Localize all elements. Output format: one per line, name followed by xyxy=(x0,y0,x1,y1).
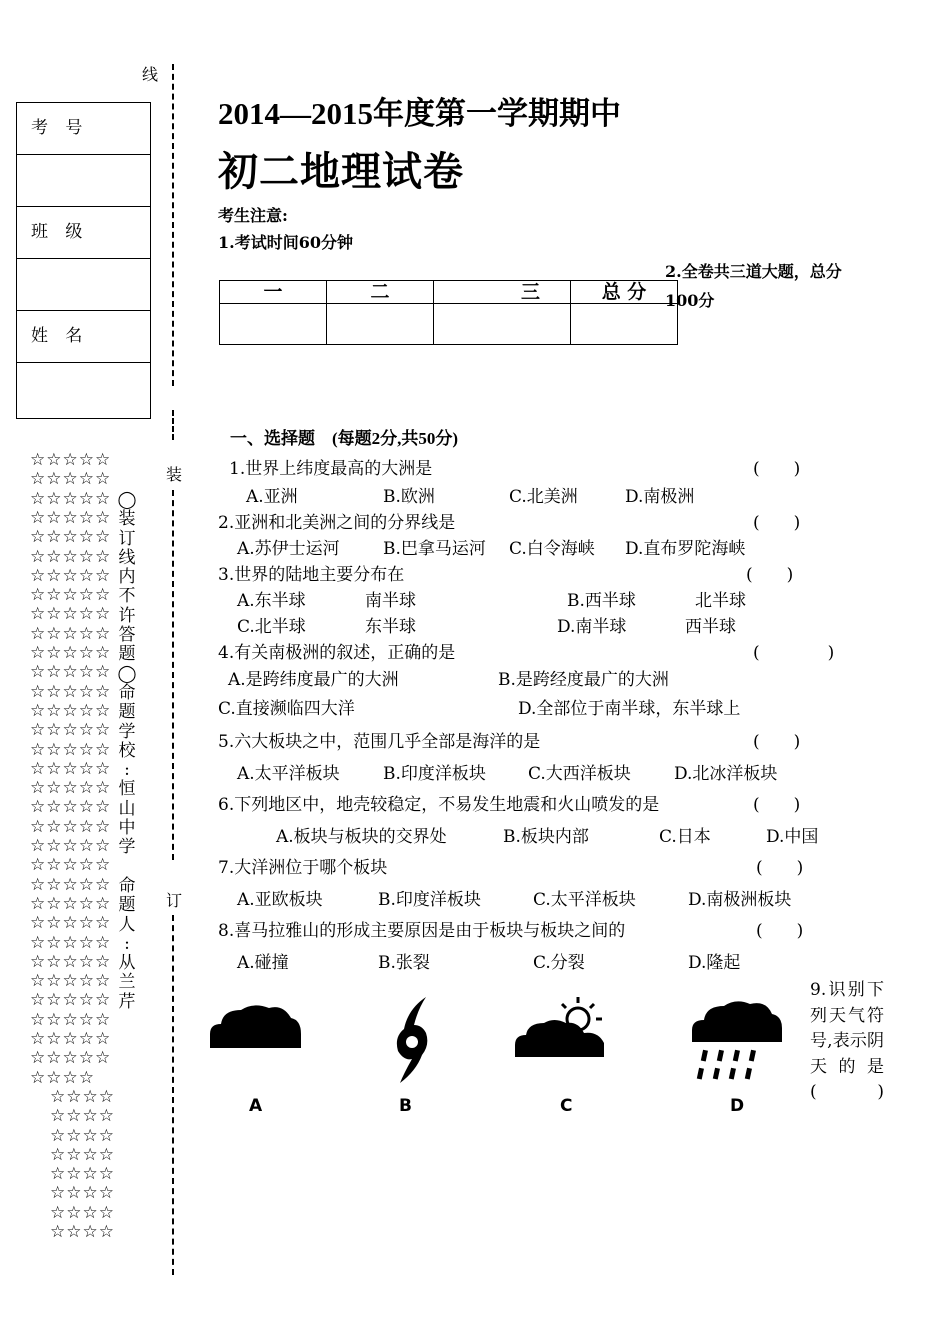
vertical-char: 装 xyxy=(118,509,136,530)
binding-label-line: 线 xyxy=(142,65,159,84)
name-field[interactable] xyxy=(17,363,150,418)
answer-paren-4[interactable]: ( ) xyxy=(753,643,835,663)
star-row: ☆☆☆☆☆ xyxy=(30,565,112,586)
notice-item-2b: 100分 xyxy=(665,291,715,310)
student-info-table xyxy=(16,102,151,419)
star-row: ☆☆☆☆☆ xyxy=(30,836,112,856)
vertical-char: 人 xyxy=(118,914,136,935)
option-8c: C.分裂 xyxy=(533,953,585,973)
option-7b: B.印度洋板块 xyxy=(378,890,481,910)
score-header-2: 二 xyxy=(327,281,434,304)
notice-heading: 考生注意: xyxy=(218,206,288,225)
star-row: ☆☆☆☆☆ xyxy=(30,1029,112,1049)
class-field[interactable] xyxy=(17,259,150,311)
option-4a: A.是跨纬度最广的大洲 xyxy=(228,670,399,690)
vertical-char: 题 xyxy=(118,644,136,665)
answer-paren-7[interactable]: ( ) xyxy=(756,858,804,878)
star-row: ☆☆☆☆ xyxy=(50,1183,115,1204)
star-row: ☆☆☆☆☆ xyxy=(30,797,112,818)
question-3: 3.世界的陆地主要分布在 xyxy=(218,565,405,585)
typhoon-icon xyxy=(392,995,432,1085)
score-table xyxy=(219,280,678,345)
star-row: ☆☆☆☆☆ xyxy=(30,643,112,663)
question-9-text: 9.识别下列天气符号,表示阴天的是 xyxy=(810,980,884,1077)
binding-label-zhuang: 装 xyxy=(166,465,183,484)
weather-label-b: B xyxy=(399,1096,412,1116)
vertical-char: 校 xyxy=(118,740,136,761)
option-4b: B.是跨经度最广的大洲 xyxy=(498,670,669,690)
answer-paren-9[interactable]: ( ) xyxy=(810,1082,884,1102)
star-row: ☆☆☆☆☆ xyxy=(30,778,112,799)
star-row: ☆☆☆☆☆ xyxy=(30,893,112,914)
star-row: ☆☆☆☆☆ xyxy=(30,681,112,702)
vertical-char: 许 xyxy=(118,605,136,626)
vertical-char: : xyxy=(124,933,130,954)
star-row: ☆☆☆☆☆ xyxy=(30,488,112,509)
star-row: ☆☆☆☆☆ xyxy=(30,604,112,625)
score-cell-total[interactable] xyxy=(571,304,678,345)
answer-paren-2[interactable]: ( ) xyxy=(753,513,801,533)
vertical-char xyxy=(117,858,137,877)
option-3a-2: 南半球 xyxy=(365,591,416,611)
class-label: 班 级 xyxy=(17,207,150,259)
weather-label-d: D xyxy=(730,1096,745,1116)
score-cell-2[interactable] xyxy=(327,304,434,345)
vertical-char: 山 xyxy=(118,798,136,819)
answer-paren-1[interactable]: ( ) xyxy=(753,459,801,479)
vertical-notice xyxy=(117,491,137,1012)
question-4: 4.有关南极洲的叙述，正确的是 xyxy=(218,643,456,663)
star-row: ☆☆☆☆☆ xyxy=(30,1009,112,1030)
star-row: ☆☆☆☆☆ xyxy=(30,469,112,490)
binding-line xyxy=(172,490,174,860)
vertical-char: 恒 xyxy=(118,779,136,800)
star-row: ☆☆☆☆ xyxy=(50,1222,115,1242)
vertical-char: 芹 xyxy=(118,991,136,1012)
option-7d: D.南极洲板块 xyxy=(688,890,792,910)
vertical-char: 不 xyxy=(118,586,136,607)
weather-label-c: C xyxy=(560,1096,573,1116)
option-2b: B.巴拿马运河 xyxy=(383,539,486,559)
option-2c: C.白令海峡 xyxy=(509,539,595,559)
option-8b: B.张裂 xyxy=(378,953,430,973)
section-1-heading: 一、选择题 (每题2分,共50分) xyxy=(230,429,459,448)
star-row: ☆☆☆☆☆ xyxy=(30,990,112,1011)
option-3a: A.东半球 xyxy=(237,591,306,611)
binding-line xyxy=(172,64,174,386)
option-6b: B.板块内部 xyxy=(503,827,589,847)
option-3d: D.南半球 xyxy=(557,617,627,637)
star-row: ☆☆☆☆ xyxy=(30,1067,95,1088)
option-3d-2: 西半球 xyxy=(685,617,736,637)
exam-number-label: 考 号 xyxy=(17,103,150,155)
score-header-total: 总 分 xyxy=(571,281,678,304)
option-5a: A.太平洋板块 xyxy=(237,764,340,784)
answer-paren-8[interactable]: ( ) xyxy=(756,921,804,941)
vertical-char: 订 xyxy=(118,528,136,549)
star-row: ☆☆☆☆ xyxy=(50,1202,115,1223)
exam-title-line2: 初二地理试卷 xyxy=(218,149,464,195)
notice-item-2a: 2.全卷共三道大题，总分 xyxy=(665,262,842,281)
vertical-char: 从 xyxy=(118,953,136,974)
binding-line xyxy=(172,915,174,1275)
option-3c: C.北半球 xyxy=(237,617,306,637)
star-row: ☆☆☆☆☆ xyxy=(30,720,112,741)
binding-line xyxy=(172,410,174,440)
name-label: 姓 名 xyxy=(17,311,150,363)
option-6c: C.日本 xyxy=(659,827,711,847)
star-row: ☆☆☆☆☆ xyxy=(30,546,112,567)
star-row: ☆☆☆☆☆ xyxy=(30,623,112,644)
exam-number-field[interactable] xyxy=(17,155,150,207)
score-header-3: 三 xyxy=(434,281,571,304)
vertical-char: 命 xyxy=(118,875,136,896)
star-row: ☆☆☆☆ xyxy=(50,1086,115,1107)
question-8: 8.喜马拉雅山的形成主要原因是由于板块与板块之间的 xyxy=(218,921,626,941)
vertical-char: 线 xyxy=(118,547,136,568)
star-row: ☆☆☆☆☆ xyxy=(30,932,112,953)
star-row: ☆☆☆☆☆ xyxy=(30,971,112,992)
vertical-char: 学 xyxy=(118,837,136,858)
vertical-char: 题 xyxy=(118,895,136,916)
option-8d: D.隆起 xyxy=(688,953,741,973)
score-header-1: 一 xyxy=(220,281,327,304)
weather-label-a: A xyxy=(249,1096,263,1116)
option-5b: B.印度洋板块 xyxy=(383,764,486,784)
option-1d: D.南极洲 xyxy=(625,487,695,507)
star-row: ☆☆☆☆☆ xyxy=(30,1048,112,1069)
option-2a: A.苏伊士运河 xyxy=(237,539,340,559)
option-7c: C.太平洋板块 xyxy=(533,890,636,910)
star-row: ☆☆☆☆ xyxy=(50,1164,115,1185)
binding-label-ding: 订 xyxy=(166,891,183,910)
question-2: 2.亚洲和北美洲之间的分界线是 xyxy=(218,513,456,533)
vertical-char: : xyxy=(124,760,130,781)
star-row: ☆☆☆☆☆ xyxy=(30,874,112,895)
star-row: ☆☆☆☆☆ xyxy=(30,739,112,760)
vertical-char: 兰 xyxy=(118,972,136,993)
option-1c: C.北美洲 xyxy=(509,487,578,507)
question-5: 5.六大板块之中，范围几乎全部是海洋的是 xyxy=(218,732,541,752)
exam-title-line1: 2014—2015年度第一学期期中 xyxy=(218,96,621,131)
star-row: ☆☆☆☆☆ xyxy=(30,507,112,528)
option-4c: C.直接濒临四大洋 xyxy=(218,699,355,719)
star-row: ☆☆☆☆☆ xyxy=(30,700,112,721)
vertical-char: 答 xyxy=(118,625,136,646)
star-row: ☆☆☆☆ xyxy=(50,1125,115,1146)
option-3b: B.西半球 xyxy=(567,591,636,611)
star-row: ☆☆☆☆☆ xyxy=(30,951,112,972)
vertical-char: ◯ xyxy=(117,490,137,510)
answer-paren-3[interactable]: ( ) xyxy=(746,565,794,585)
question-9 xyxy=(810,978,884,1106)
option-6a: A.板块与板块的交界处 xyxy=(276,827,447,847)
star-row: ☆☆☆☆☆ xyxy=(30,816,112,837)
cloud-icon xyxy=(205,1000,305,1052)
option-5d: D.北冰洋板块 xyxy=(674,764,778,784)
star-row: ☆☆☆☆ xyxy=(50,1144,115,1165)
option-2d: D.直布罗陀海峡 xyxy=(625,539,746,559)
partly-cloudy-icon xyxy=(512,995,612,1061)
answer-paren-6[interactable]: ( ) xyxy=(753,795,801,815)
option-4d: D.全部位于南半球，东半球上 xyxy=(518,699,741,719)
question-1: 1.世界上纬度最高的大洲是 xyxy=(229,459,433,479)
star-row: ☆☆☆☆☆ xyxy=(30,913,112,934)
answer-paren-5[interactable]: ( ) xyxy=(753,732,801,752)
option-7a: A.亚欧板块 xyxy=(237,890,323,910)
star-row: ☆☆☆☆☆ xyxy=(30,585,112,606)
question-7: 7.大洋洲位于哪个板块 xyxy=(218,858,388,878)
star-row: ☆☆☆☆☆ xyxy=(30,662,112,683)
vertical-char: 题 xyxy=(118,702,136,723)
option-3c-2: 东半球 xyxy=(365,617,416,637)
vertical-char: 命 xyxy=(118,682,136,703)
rain-cloud-icon xyxy=(688,998,784,1090)
score-cell-1[interactable] xyxy=(220,304,327,345)
option-1a: A.亚洲 xyxy=(246,487,298,507)
star-row: ☆☆☆☆☆ xyxy=(30,450,112,470)
score-cell-3[interactable] xyxy=(434,304,571,345)
option-3b-2: 北半球 xyxy=(695,591,746,611)
option-5c: C.大西洋板块 xyxy=(528,764,631,784)
vertical-char: 中 xyxy=(118,818,136,839)
question-6: 6.下列地区中，地壳较稳定，不易发生地震和火山喷发的是 xyxy=(218,795,660,815)
star-row: ☆☆☆☆☆ xyxy=(30,758,112,779)
vertical-char: ◯ xyxy=(117,663,137,684)
option-8a: A.碰撞 xyxy=(237,953,289,973)
star-row: ☆☆☆☆☆ xyxy=(30,855,112,876)
vertical-char: 学 xyxy=(118,721,136,742)
option-1b: B.欧洲 xyxy=(383,487,435,507)
star-row: ☆☆☆☆☆ xyxy=(30,527,112,548)
notice-item-1: 1.考试时间60分钟 xyxy=(218,233,353,252)
vertical-char: 内 xyxy=(118,567,136,588)
option-6d: D.中国 xyxy=(766,827,819,847)
star-row: ☆☆☆☆ xyxy=(50,1106,115,1127)
